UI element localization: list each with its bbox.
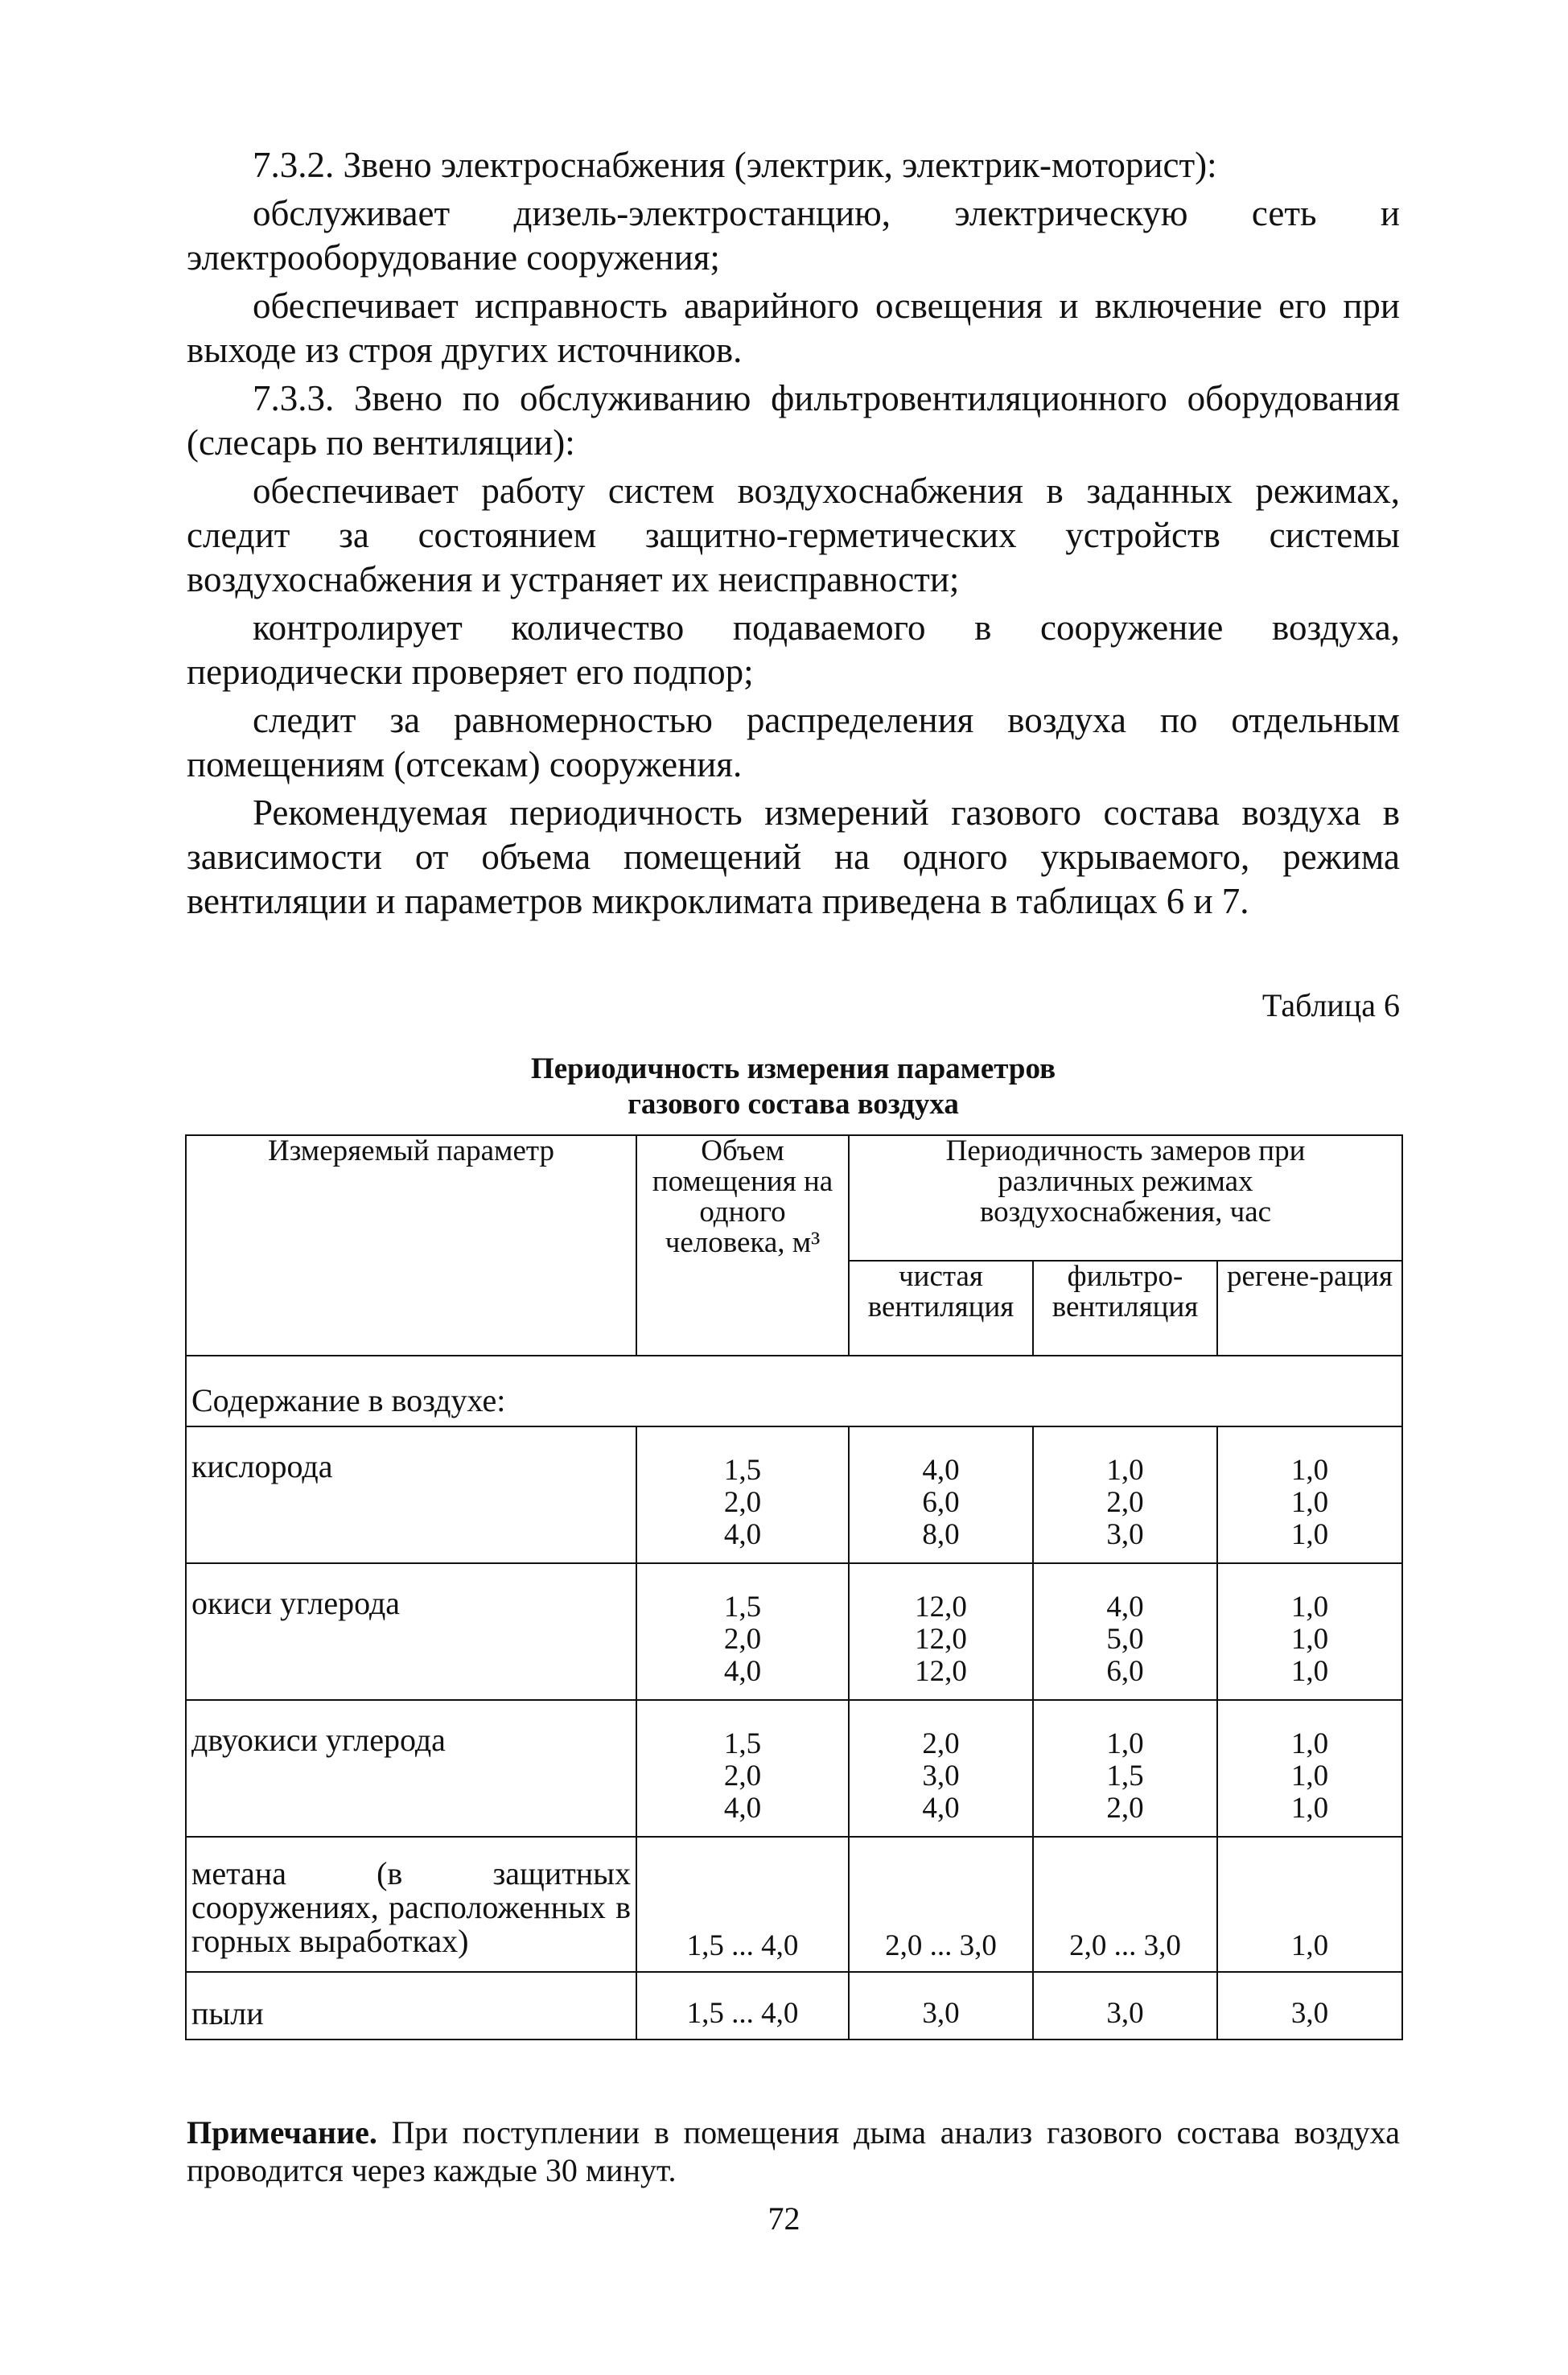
- paragraph: обслуживает дизель-электростанцию, электрическую сеть и электрооборудование сооружения;: [187, 193, 1400, 278]
- regeneration-values: 1,0 1,0 1,0: [1217, 1700, 1402, 1837]
- note-text: При поступлении в помещения дыма анализ газового состава воздуха проводится через каждые 30 минут.: [187, 2114, 1400, 2188]
- header-param: Измеряемый параметр: [186, 1135, 636, 1356]
- table-row: [186, 1837, 1402, 1972]
- clean-values: 2,0 3,0 4,0: [849, 1700, 1033, 1837]
- filter-value: 3,0: [1033, 1972, 1217, 2040]
- paragraph: следит за равномерностью распределения воздуха по отдельным помещениям (отсекам) сооружения.: [187, 700, 1400, 784]
- clean-values: 4,0 6,0 8,0: [849, 1426, 1033, 1563]
- section-row: Содержание в воздухе:: [186, 1356, 1402, 1426]
- regeneration-values: 1,0 1,0 1,0: [1217, 1563, 1402, 1700]
- page-number: 72: [768, 2200, 800, 2237]
- document-page: [187, 143, 1400, 1122]
- filter-values: 1,0 2,0 3,0: [1033, 1426, 1217, 1563]
- header-regeneration: регене-рация: [1217, 1261, 1402, 1356]
- filter-value: 2,0 ... 3,0: [1033, 1837, 1217, 1972]
- volume-value: 1,5 ... 4,0: [636, 1837, 849, 1972]
- table-row: [186, 1700, 1402, 1837]
- paragraph: обеспечивает исправность аварийного освещения и включение его при выходе из строя других источников.: [187, 286, 1400, 370]
- header-periodicity: Периодичность замеров при различных режимах воздухоснабжения, час: [849, 1135, 1402, 1261]
- paragraph-7-3-2: 7.3.2. Звено электроснабжения (электрик, электрик-моторист):: [253, 145, 1217, 185]
- clean-values: 12,0 12,0 12,0: [849, 1563, 1033, 1700]
- table-row: [186, 1972, 1402, 2040]
- row-label: пыли: [186, 1972, 636, 2040]
- row-label: окиси углерода: [186, 1563, 636, 1700]
- table-row: [186, 1426, 1402, 1563]
- table-title-line-1: Периодичность измерения параметров: [530, 1052, 1056, 1085]
- row-label: кислорода: [186, 1426, 636, 1563]
- regeneration-value: 3,0: [1217, 1972, 1402, 2040]
- volume-values: 1,5 2,0 4,0: [636, 1563, 849, 1700]
- row-label: метана (в защитных сооружениях, расположенных в горных выработках): [186, 1837, 636, 1972]
- table-caption: Таблица 6: [1261, 987, 1400, 1023]
- paragraph-7-3-3: 7.3.3. Звено по обслуживанию фильтровентиляционного оборудования (слесарь по вентиляции):: [187, 378, 1400, 463]
- filter-values: 1,0 1,5 2,0: [1033, 1700, 1217, 1837]
- note-label: Примечание.: [187, 2114, 377, 2151]
- header-volume: Объем помещения на одного человека, м³: [636, 1135, 849, 1356]
- paragraph: контролирует количество подаваемого в сооружение воздуха, периодически проверяет его подпор;: [187, 607, 1400, 692]
- regeneration-values: 1,0 1,0 1,0: [1217, 1426, 1402, 1563]
- paragraph: обеспечивает работу систем воздухоснабжения в заданных режимах, следит за состоянием защитно-герметических устройств системы воздухоснабжения и устраняет их неисправности;: [187, 471, 1400, 599]
- paragraph-recommendation: Рекомендуемая периодичность измерений газового состава воздуха в зависимости от объема помещений на одного укрываемого, режима вентиляции и параметров микроклимата приведена в таблицах 6 и 7.: [187, 792, 1400, 921]
- volume-value: 1,5 ... 4,0: [636, 1972, 849, 2040]
- clean-value: 2,0 ... 3,0: [849, 1837, 1033, 1972]
- note: [187, 2114, 1400, 2189]
- table-row: [186, 1563, 1402, 1700]
- regeneration-value: 1,0: [1217, 1837, 1402, 1972]
- header-filter-ventilation: фильтро-вентиляция: [1033, 1261, 1217, 1356]
- volume-values: 1,5 2,0 4,0: [636, 1700, 849, 1837]
- table-title-line-2: газового состава воздуха: [628, 1088, 959, 1121]
- row-label: двуокиси углерода: [186, 1700, 636, 1837]
- filter-values: 4,0 5,0 6,0: [1033, 1563, 1217, 1700]
- measurement-table: [185, 1134, 1403, 2040]
- clean-value: 3,0: [849, 1972, 1033, 2040]
- volume-values: 1,5 2,0 4,0: [636, 1426, 849, 1563]
- header-clean-ventilation: чистая вентиляция: [849, 1261, 1033, 1356]
